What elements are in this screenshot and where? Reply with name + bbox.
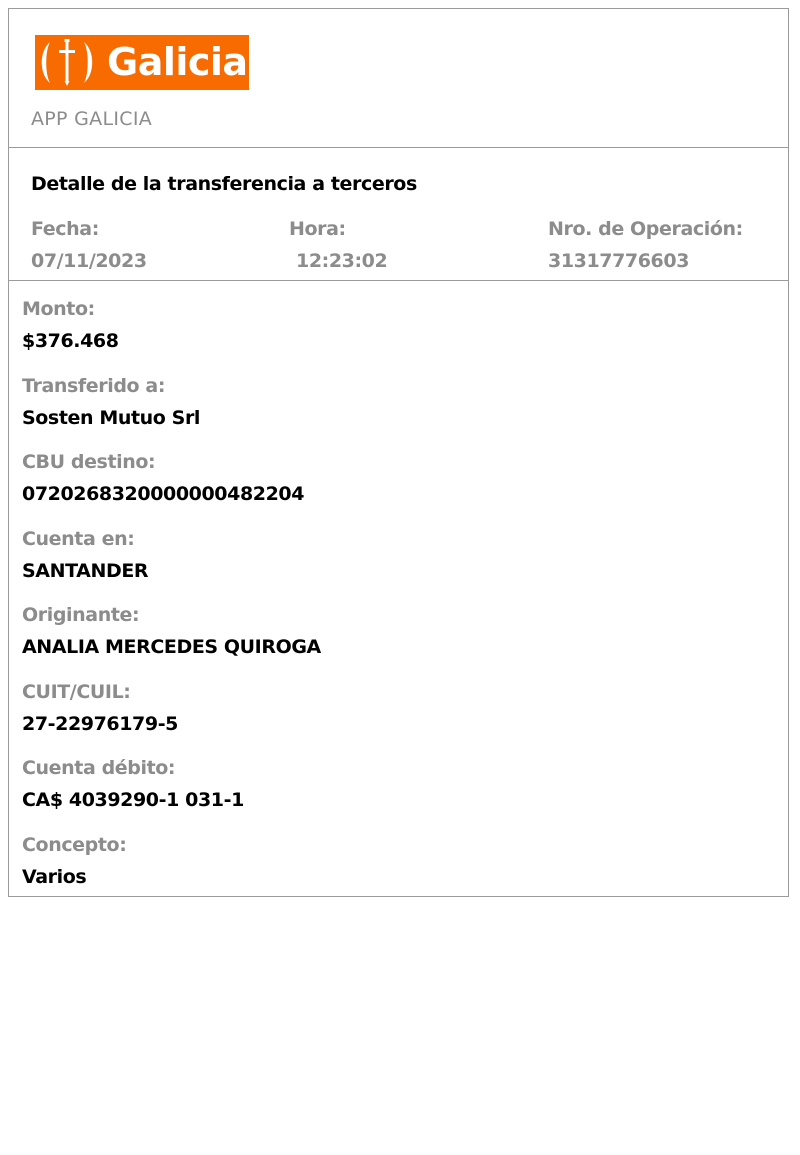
- operation-label: Nro. de Operación:: [548, 218, 743, 240]
- field-label: Cuenta débito:: [22, 757, 176, 779]
- field-value: ANALIA MERCEDES QUIROGA: [22, 636, 321, 658]
- field-label: Transferido a:: [22, 374, 166, 397]
- operation-block: [548, 218, 743, 272]
- field-label: Cuenta en:: [22, 527, 135, 550]
- date-block: [31, 218, 147, 272]
- field-label: CBU destino:: [22, 451, 156, 473]
- field-transferido-a: [22, 373, 321, 450]
- field-value: SANTANDER: [22, 559, 149, 582]
- field-originante: [22, 602, 321, 679]
- field-monto: [22, 296, 321, 373]
- date-value: 07/11/2023: [31, 250, 147, 272]
- field-value: CA$ 4039290-1 031-1: [22, 789, 244, 811]
- field-value: 27-22976179-5: [22, 712, 178, 735]
- field-cbu-destino: [22, 449, 321, 526]
- time-block: [289, 218, 387, 272]
- time-value: 12:23:02: [296, 250, 388, 272]
- receipt-header: [9, 9, 788, 148]
- field-concepto: [22, 832, 321, 909]
- field-cuenta-debito: [22, 755, 321, 832]
- field-cuit-cuil: [22, 679, 321, 756]
- field-value: Varios: [22, 865, 87, 888]
- field-value: 0720268320000000482204: [22, 483, 305, 505]
- galicia-cross-icon: [35, 35, 99, 90]
- field-label: CUIT/CUIL:: [22, 680, 131, 703]
- field-label: Monto:: [22, 298, 95, 320]
- field-cuenta-en: [22, 526, 321, 603]
- transfer-summary: [9, 148, 788, 281]
- field-label: Concepto:: [22, 833, 127, 856]
- date-label: Fecha:: [31, 218, 99, 240]
- time-label: Hora:: [289, 218, 346, 240]
- field-label: Originante:: [22, 604, 140, 626]
- app-name: APP GALICIA: [31, 108, 153, 130]
- logo-text: Galicia: [107, 40, 248, 84]
- field-value: $376.468: [22, 330, 119, 352]
- field-value: Sosten Mutuo Srl: [22, 406, 201, 429]
- galicia-logo: [35, 35, 249, 90]
- transfer-details: [22, 296, 321, 908]
- document-title: Detalle de la transferencia a terceros: [31, 173, 417, 195]
- operation-value: 31317776603: [548, 250, 690, 272]
